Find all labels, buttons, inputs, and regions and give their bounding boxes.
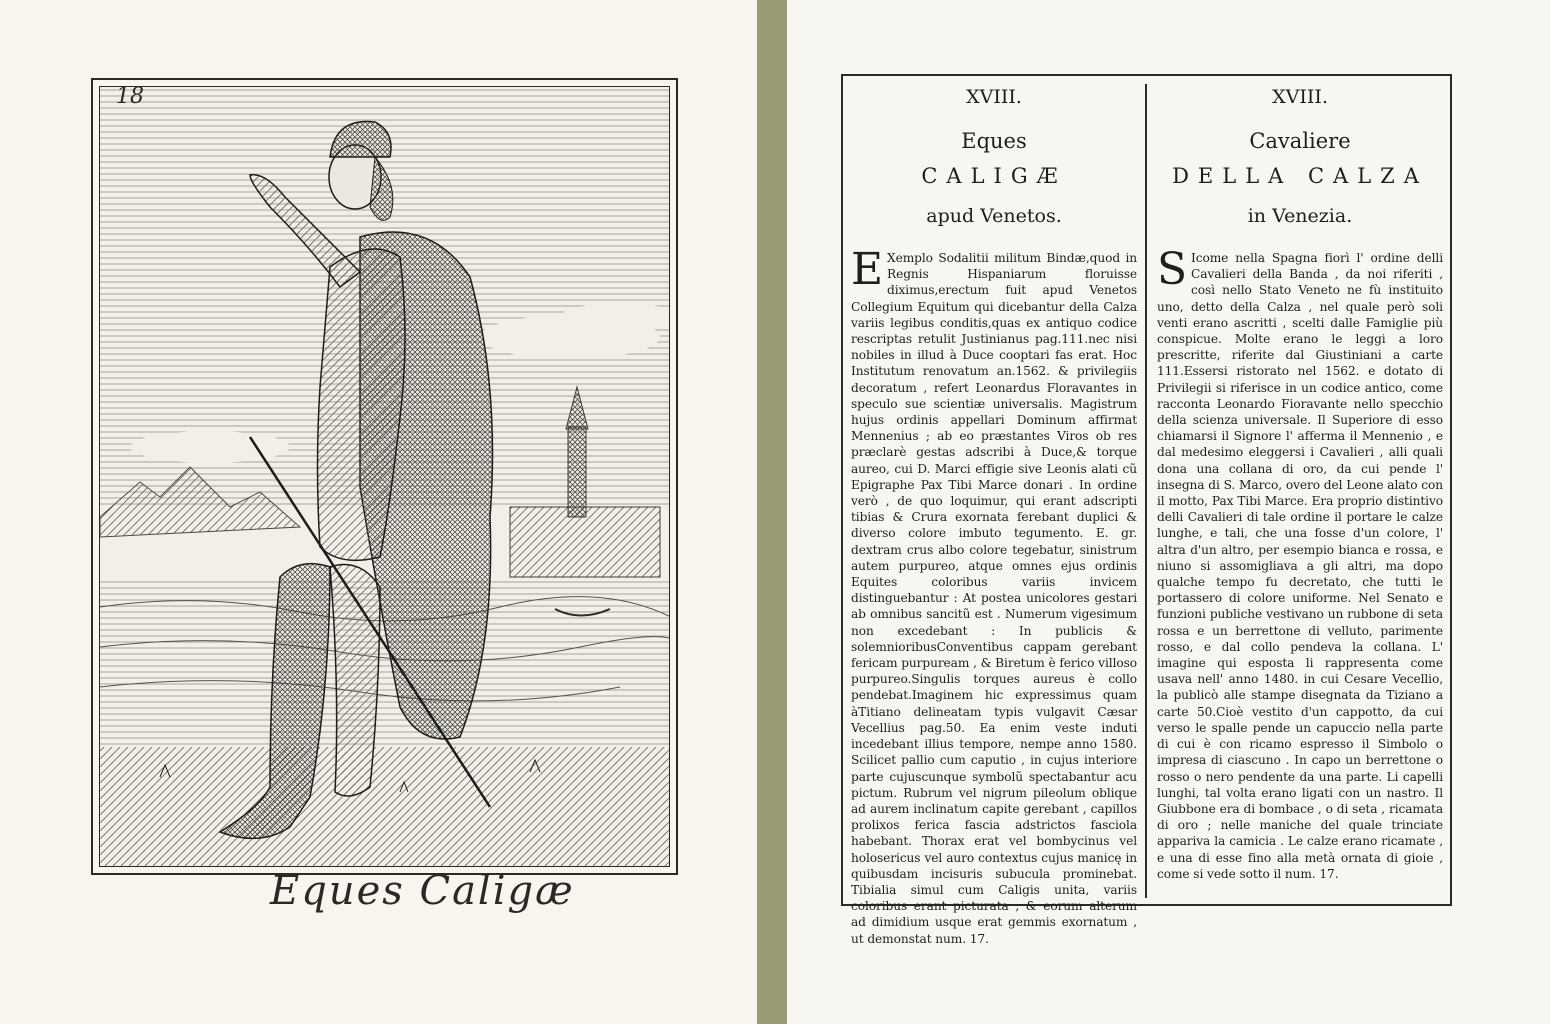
engraving-knight-figure-icon: [100, 87, 670, 867]
latin-title-line2: CALIGÆ: [921, 164, 1067, 188]
italian-drop-cap: S: [1157, 244, 1188, 295]
italian-title-line2: DELLA CALZA: [1172, 164, 1428, 188]
latin-number: XVIII.: [966, 86, 1022, 108]
italian-column: [1157, 84, 1443, 882]
plate-caption: Eques Caligæ: [270, 868, 575, 914]
latin-drop-cap: E: [851, 244, 884, 295]
italian-body-text: Icome nella Spagna fiorì l' ordine delli Cavalieri della Banda , da noi riferiti , così nello Stato Veneto ne fù instituito uno, detto della Calza , nel quale però soli venti erano ascritti , scelti dalle Famiglie più conspicue. Molte erano le leggi a loro prescritte, riferite dal Giustiniani a carte 111.Essersi ristorato nel 1562. e dotato di Privilegii si riferisce in un codice antico, come racconta Leonardo Fioravante nello specchio della scienza universale. Il Superiore di esso chiamarsi il Signore l' afferma il Mennenio , e dal medesimo eleggersi i Cavalieri , alli quali dona una collana di oro, da cui pende l' insegna di S. Marco, overo del Leone alato con il motto, Pax Tibi Marce. Era proprio distintivo delli Cavalieri di tale ordine il portare le calze lunghe, e tali, che una fosse d'un colore, l' altra d'un altro, per esempio bianca e rossa, e niuno si assomigliava a gli altri, ma dopo qualche tempo fu decretato, che tutti le portassero di colore uniforme. Nel Senato e funzioni publiche vestivano un rubbone di seta rossa e un berrettone di velluto, parimente rosso, e dal collo pendeva la collana. L' imagine qui esposta li rappresenta come usava nell' anno 1480. in cui Cesare Vecellio, la publicò alle stampe disegnata da Tiziano a carte 50.Cioè vestito d'un cappotto, da cui verso le spalle pende un capuccio nella parte di cui è con ricamo espresso il Simbolo o impresa di ciascuno . In capo un berrettone o rosso o nero pendente da una parte. Li capelli lunghi, tal volta erano ligati con un nastro. Il Giubbone era di bombace , o di seta , ricamata di oro ; nelle maniche del quale trinciate appariva la camicia . Le calze erano ricamate , e una di esse fino alla metà ornata di gioie , come si vede sotto il num. 17.: [1157, 251, 1443, 881]
italian-title-line3: in Venezia.: [1247, 205, 1353, 227]
column-divider: [1145, 84, 1147, 898]
italian-title-line1: Cavaliere: [1249, 129, 1351, 153]
engraving-plate: [99, 86, 670, 867]
latin-body-text: Xemplo Sodalitii militum Bindæ,quod in Regnis Hispaniarum floruisse diximus,erectum fuit apud Venetos Collegium Equitum qui dicebantur della Calza variis legibus conditis,quas ex antiquo codice rescriptas retulit Justinianus pag.111.nec nisi nobiles in illud à Duce cooptari fas erat. Hoc Institutum renovatum an.1562. & privilegiis decoratum , refert Leonardus Floravantes in speculo sue scientiæ universalis. Magistrum hujus ordinis appellari Dominum affirmat Mennenius ; ab eo præstantes Viros ob res præclarè gestas adscribi à Duce,& torque aureo, cui D. Marci effigie sive Leonis alati cũ Epigraphe Pax Tibi Marce donari . In ordine verò , de quo loquimur, qui erant adscripti tibias & Crura exornata ferebant duplici & diverso colore imbuto tegumento. E. gr. dextram crus albo colore tegebatur, sinistrum autem purpureo, atque omnes ejus ordinis Equites coloribus variis invicem distinguebantur : At postea unicolores gestari ab omnibus sancitũ est . Numerum vigesimum non excedebant : In publicis & solemnioribusConventibus cappam gerebant fericam purpuream , & Biretum è ferico villoso purpureo.Singulis torques aureus è collo pendebat.Imaginem hic expressimus quam àTitiano delineatam typis vulgavit Cæsar Vecellius pag.50. Ea enim veste induti incedebant illius tempore, nempe anno 1580. Scilicet pallio cum caputio , in cujus interiore parte cujuscunque symbolũ spectabantur acu pictum. Rubrum vel nigrum pileolum oblique ad aurem inclinatum capite gerebant , capillos prolixos ferica fascia adstrictos fasciola habebant. Thorax erat vel bombycinus vel holosericus vel auro contextus cujus manicę in quibusdam incisuris subucula prominebat. Tibialia simul cum Caligis unita, variis coloribus erant picturata , & eorum alterum ad dimidium usque erat gemmis exornatum , ut demonstat num. 17.: [851, 251, 1137, 946]
italian-number: XVIII.: [1272, 86, 1328, 108]
latin-body: [851, 244, 1137, 947]
plate-number: 18: [116, 84, 144, 109]
latin-title-line3: apud Venetos.: [926, 205, 1062, 227]
latin-column: [851, 84, 1137, 947]
latin-title-line1: Eques: [961, 129, 1027, 153]
italian-body: [1157, 244, 1443, 882]
book-spine-strip: [757, 0, 787, 1024]
